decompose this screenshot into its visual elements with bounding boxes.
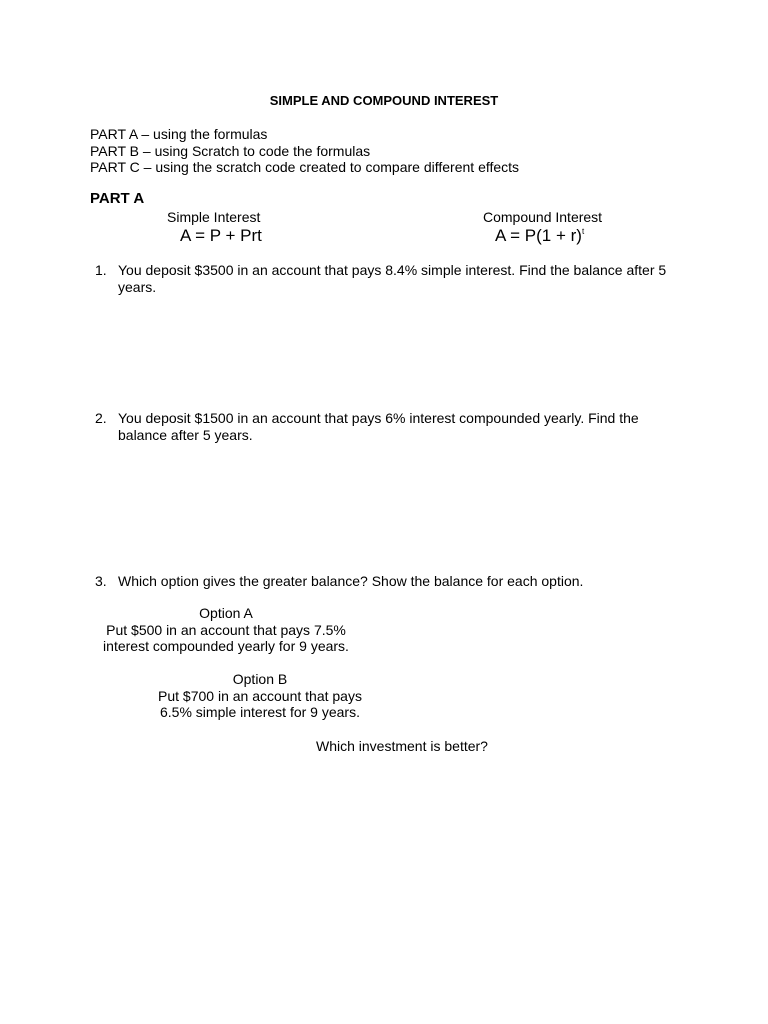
part-a-heading: PART A: [90, 190, 145, 207]
compound-interest-label: Compound Interest: [483, 209, 603, 225]
question-3: [95, 573, 675, 593]
option-b-line-1: Put $700 in an account that pays: [158, 687, 362, 704]
compound-formula-exponent: t: [581, 227, 585, 236]
option-a: [96, 605, 356, 655]
compound-interest-formula: [495, 226, 584, 246]
question-number: 1.: [95, 262, 107, 278]
option-b: [140, 671, 380, 721]
part-b-description: PART B – using Scratch to code the formulas: [90, 143, 371, 159]
question-text: You deposit $3500 in an account that pays 8.4% simple interest. Find the balance after 5 years.: [118, 262, 667, 295]
part-a-description: PART A – using the formulas: [90, 126, 268, 142]
option-a-line-2: interest compounded yearly for 9 years.: [103, 638, 349, 654]
option-b-title: Option B: [232, 671, 288, 687]
question-text: You deposit $1500 in an account that pays 6% interest compounded yearly. Find the balance after 5 years.: [118, 410, 639, 443]
option-b-line-2: 6.5% simple interest for 9 years.: [160, 704, 360, 720]
question-text: Which option gives the greater balance? Show the balance for each option.: [118, 573, 584, 589]
closing-question: Which investment is better?: [316, 738, 488, 754]
question-1: [95, 262, 675, 302]
question-number: 2.: [95, 410, 107, 426]
question-2: [95, 410, 675, 450]
part-c-description: PART C – using the scratch code created to compare different effects: [90, 159, 520, 175]
question-number: 3.: [95, 573, 107, 589]
simple-interest-formula: A = P + Prt: [180, 226, 262, 245]
document-title: SIMPLE AND COMPOUND INTEREST: [269, 93, 499, 108]
option-a-title: Option A: [199, 605, 253, 621]
simple-interest-label: Simple Interest: [167, 209, 261, 225]
compound-formula-base: A = P(1 + r): [495, 226, 582, 245]
option-a-line-1: Put $500 in an account that pays 7.5%: [106, 621, 346, 638]
